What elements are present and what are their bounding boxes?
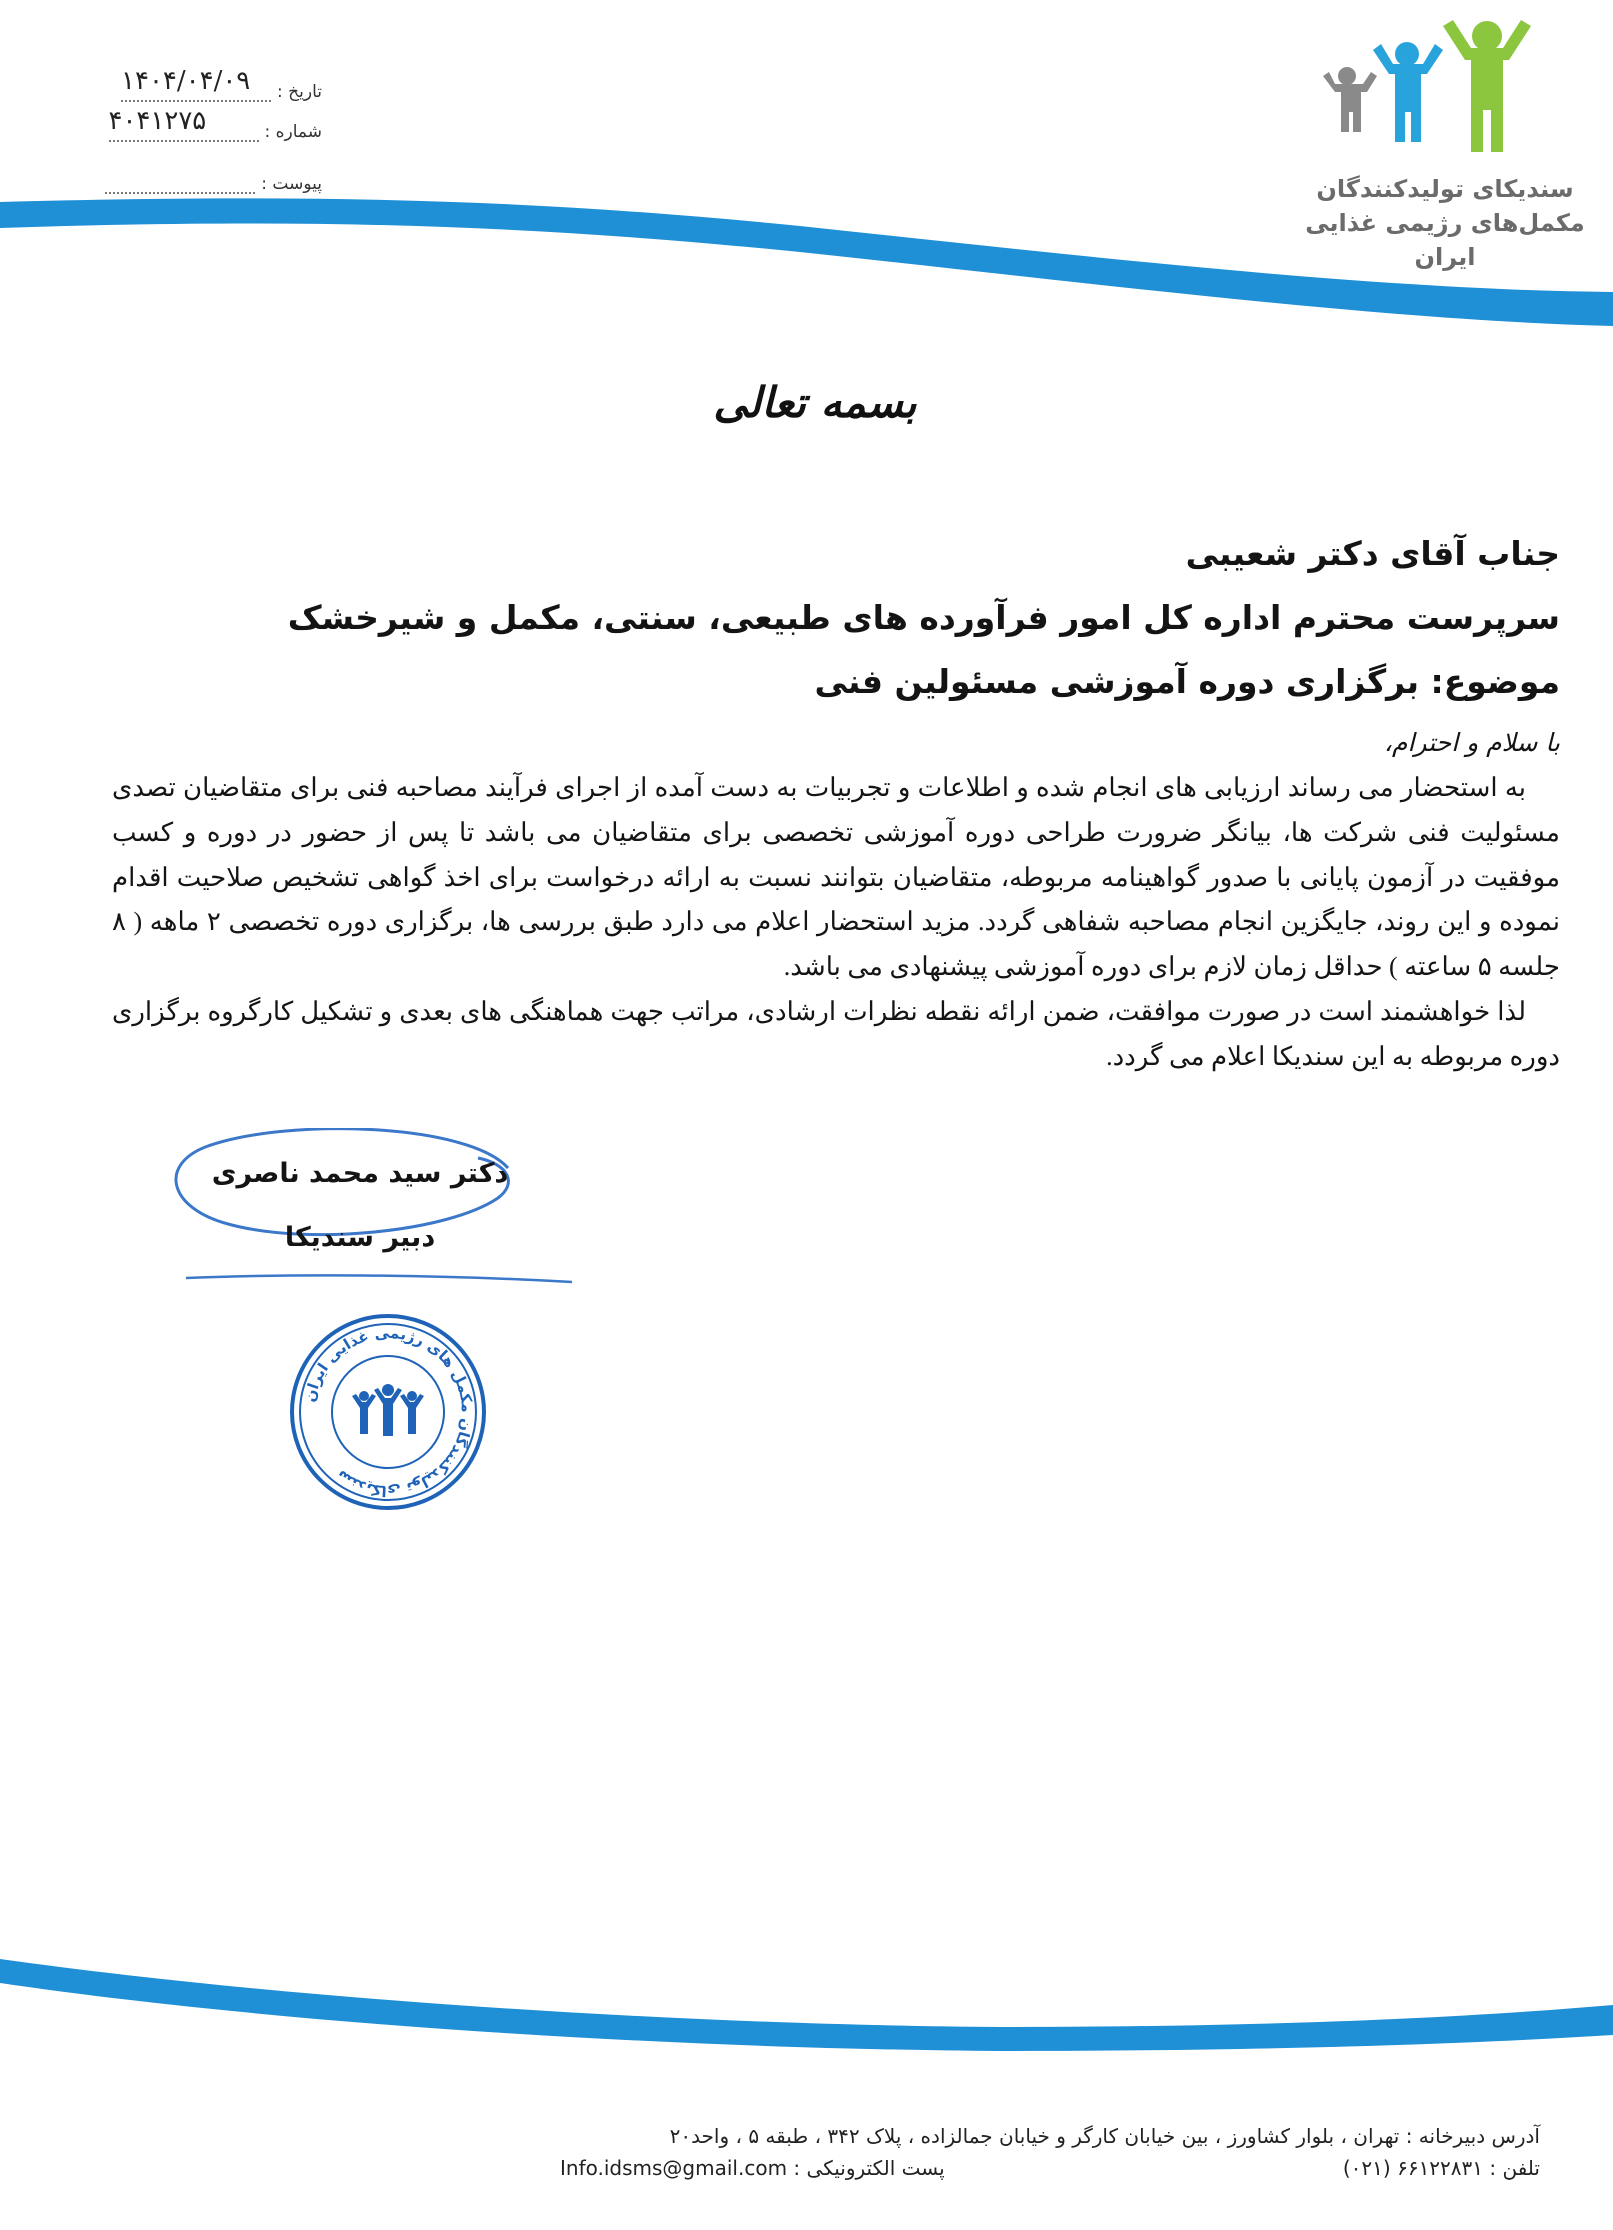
footer-email-label: پست الکترونیکی : <box>793 2156 945 2180</box>
number-value: ۴۰۴۱۲۷۵ <box>109 106 259 142</box>
date-value: ۱۴۰۴/۰۴/۰۹ <box>121 66 271 102</box>
green-person-icon <box>1443 20 1531 152</box>
attachment-label: پیوست : <box>261 174 322 194</box>
syndicate-stamp <box>288 1312 488 1512</box>
date-label: تاریخ : <box>277 82 322 102</box>
bismillah: بسمه تعالی <box>713 378 917 427</box>
subject-line: موضوع: برگزاری دوره آموزشی مسئولین فنی <box>814 662 1560 701</box>
bottom-blue-band <box>0 1945 1613 2065</box>
gray-person-icon <box>1323 67 1377 132</box>
number-row <box>92 102 322 142</box>
people-logo-icon <box>1305 14 1585 164</box>
stamp-text: سندیکای تولیدکنندگان مکمل های رژیمی غذایی ایران <box>300 1323 477 1501</box>
recipient-title: سرپرست محترم اداره کل امور فرآورده های طبیعی، سنتی، مکمل و شیرخشک <box>287 598 1560 637</box>
paragraph-1: به استحضار می رساند ارزیابی های انجام شده و اطلاعات و تجربیات به دست آمده از اجرای فرآیند مصاحبه فنی برای متقاضیان تصدی مسئولیت فنی شرکت ها، بیانگر ضرورت طراحی دوره آموزشی تخصصی برای متقاضیان می باشد تا پس از حضور در دوره و کسب موفقیت در آزمون پایانی با صدور گواهینامه مربوطه، متقاضیان بتوانند نسبت به ارائه درخواست برای اخذ گواهی تشخیص صلاحیت اقدام نموده و این روند، جایگزین انجام مصاحبه شفاهی گردد. مزید استحضار اعلام می دارد طبق بررسی ها، برگزاری دوره تخصصی ۲ ماهه ( ۸ جلسه ۵ ساعته ) حداقل زمان لازم برای دوره آموزشی پیشنهادی می باشد. <box>112 773 1560 982</box>
signatory-title: دبیر سندیکا <box>284 1222 436 1253</box>
footer-email-group <box>560 2152 945 2184</box>
logo-line1: سندیکای تولیدکنندگان <box>1316 175 1574 203</box>
number-label: شماره : <box>264 122 322 142</box>
letter-body <box>112 522 1560 1080</box>
paragraph-2: لذا خواهشمند است در صورت موافقت، ضمن ارائه نقطه نظرات ارشادی، مراتب جهت هماهنگی های بعدی و تشکیل کارگروه برگزاری دوره مربوطه به این سندیکا اعلام می گردد. <box>112 996 1560 1071</box>
letter-footer <box>560 2120 1540 2184</box>
signature-scribble <box>168 1128 588 1288</box>
letter-meta <box>92 46 322 194</box>
footer-email[interactable]: Info.idsms@gmail.com <box>560 2156 788 2180</box>
top-blue-band <box>0 180 1613 480</box>
signatory-name: دکتر سید محمد ناصری <box>211 1158 509 1189</box>
logo-line2: مکمل‌های رژیمی غذایی <box>1305 209 1585 237</box>
blue-person-icon <box>1373 42 1443 142</box>
date-row <box>92 46 322 102</box>
stamp-people-icon <box>352 1384 424 1436</box>
greeting: با سلام و احترام، <box>1383 728 1560 757</box>
footer-phone: تلفن : ۶۶۱۲۲۸۳۱ (۰۲۱) <box>1342 2156 1540 2180</box>
footer-address: آدرس دبیرخانه : تهران ، بلوار کشاورز ، بین خیابان کارگر و خیابان جمالزاده ، پلاک ۳۴۲ ، طبقه ۵ ، واحد۲۰ <box>669 2124 1540 2148</box>
recipient-name: جناب آقای دکتر شعیبی <box>1185 534 1560 573</box>
logo-line3: ایران <box>1414 243 1476 271</box>
footer-contact-row <box>560 2152 1540 2184</box>
